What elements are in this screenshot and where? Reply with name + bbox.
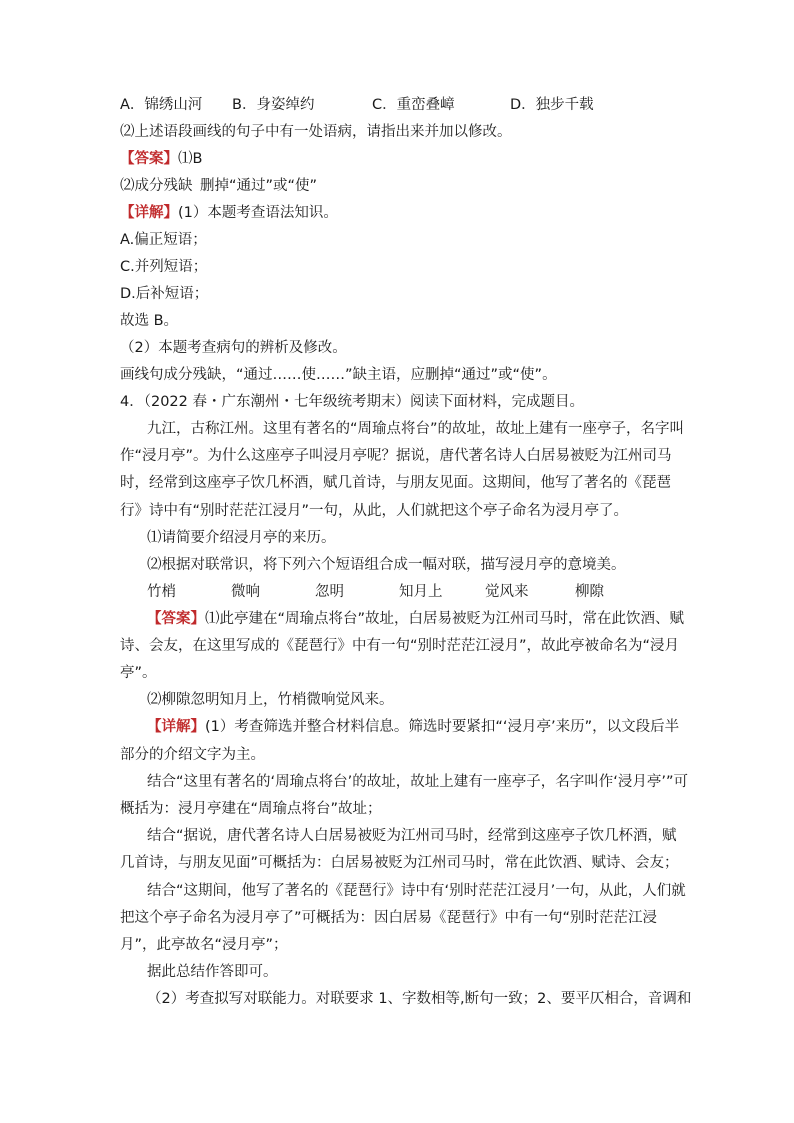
detail1-p1: 结合“这里有著名的‘周瑜点将台’的故址，故址上建有一座亭子，名字叫作‘浸月亭’”可概括为：浸月亭建在“周瑜点将台”故址； bbox=[120, 773, 688, 818]
answer-1: ⑴此亭建在“周瑜点将台”故址，白居易被贬为江州司马时，常在此饮酒、赋诗、会友，在这里写成的《琵琶行》中有一句“别时茫茫江浸月”，故此亭被命名为“浸月亭”。 bbox=[120, 610, 685, 682]
q4-answer bbox=[120, 606, 690, 688]
detail1-p4: 据此总结作答即可。 bbox=[147, 964, 278, 981]
answer-2b: 删掉“通过”或“使” bbox=[200, 178, 318, 194]
phrase-3: 忽明 bbox=[315, 583, 344, 600]
detail2-lead: （2）本题考查病句的辨析及修改。 bbox=[120, 340, 347, 356]
answer-2a: ⑵成分残缺 bbox=[120, 178, 193, 194]
detail2-body: 画线句成分残缺，“通过……使……”缺主语，应删掉“通过”或“使”。 bbox=[120, 367, 557, 383]
detail-a: A.偏正短语； bbox=[120, 232, 207, 248]
q4-answer-2: ⑵柳隙忽明知月上，竹梢微响觉风来。 bbox=[147, 692, 394, 709]
phrase-5: 觉风来 bbox=[485, 583, 529, 600]
detail1-p2: 结合“据说，唐代著名诗人白居易被贬为江州司马时，经常到这座亭子饮几杯酒，赋几首诗，与朋友见面”可概括为：白居易被贬为江州司马时，常在此饮酒、赋诗、会友； bbox=[120, 828, 679, 872]
detail-d: D.后补短语； bbox=[120, 286, 209, 302]
answer-tag: 【答案】 bbox=[120, 151, 178, 167]
phrase-6: 柳隙 bbox=[575, 583, 604, 600]
detail-tag: 【详解】 bbox=[147, 719, 205, 736]
detail1-p3: 结合“这期间，他写了著名的《琵琶行》诗中有‘别时茫茫江浸月’一句，从此，人们就把这个亭子命名为浸月亭了”可概括为：因白居易《琵琶行》中有一句“别时茫茫江浸月”，此亭故名“浸月亭”； bbox=[120, 882, 686, 954]
answer-tag: 【答案】 bbox=[147, 610, 205, 627]
phrase-2: 微响 bbox=[231, 583, 260, 600]
q4-detail bbox=[120, 714, 690, 768]
answer-1: ⑴B bbox=[178, 151, 203, 167]
q4-sub1: ⑴请简要介绍浸月亭的来历。 bbox=[147, 529, 336, 546]
phrase-4: 知月上 bbox=[399, 583, 443, 600]
detail-c: C.并列短语； bbox=[120, 259, 208, 275]
q3-answer-2 bbox=[120, 173, 690, 200]
q3-sub2: ⑵上述语段画线的句子中有一处语病，请指出来并加以修改。 bbox=[120, 124, 512, 140]
option-d: D．独步千载 bbox=[510, 97, 594, 113]
q3-detail bbox=[120, 200, 690, 227]
phrase-1: 竹梢 bbox=[147, 583, 176, 600]
detail-choose: 故选 B。 bbox=[120, 313, 179, 329]
option-c: C．重峦叠嶂 bbox=[372, 97, 455, 113]
q4-material: 九江，古称江州。这里有著名的“周瑜点将台”的故址，故址上建有一座亭子，名字叫作“浸月亭”。为什么这座亭子叫浸月亭呢？据说，唐代著名诗人白居易被贬为江州司马时，经常到这座亭子饮几杯酒，赋几首诗，与朋友见面。这期间，他写了著名的《琵琶行》诗中有“别时茫茫江浸月”一句，从此，人们就把这个亭子命名为浸月亭了。 bbox=[120, 421, 685, 519]
q4-phrases bbox=[120, 579, 690, 606]
detail-lead: (1）本题考查语法知识。 bbox=[178, 205, 338, 221]
detail-tag: 【详解】 bbox=[120, 205, 178, 221]
detail1-lead: (1）考查筛选并整合材料信息。筛选时要紧扣“‘浸月亭’来历”，以文段后半部分的介绍文字为主。 bbox=[120, 719, 680, 763]
q4-sub2: ⑵根据对联常识，将下列六个短语组合成一幅对联，描写浸月亭的意境美。 bbox=[147, 556, 626, 573]
q4-header: 4．（2022 春・广东潮州・七年级统考期末）阅读下面材料，完成题目。 bbox=[120, 394, 584, 410]
detail2-lead: （2）考查拟写对联能力。对联要求 1、字数相等,断句一致；2、要平仄相合，音调和 bbox=[147, 991, 692, 1008]
q3-answer bbox=[120, 146, 690, 173]
option-b: B．身姿绰约 bbox=[232, 97, 315, 113]
q3-options bbox=[120, 92, 690, 119]
document-content bbox=[120, 92, 690, 1013]
option-a: A．锦绣山河 bbox=[120, 97, 203, 113]
